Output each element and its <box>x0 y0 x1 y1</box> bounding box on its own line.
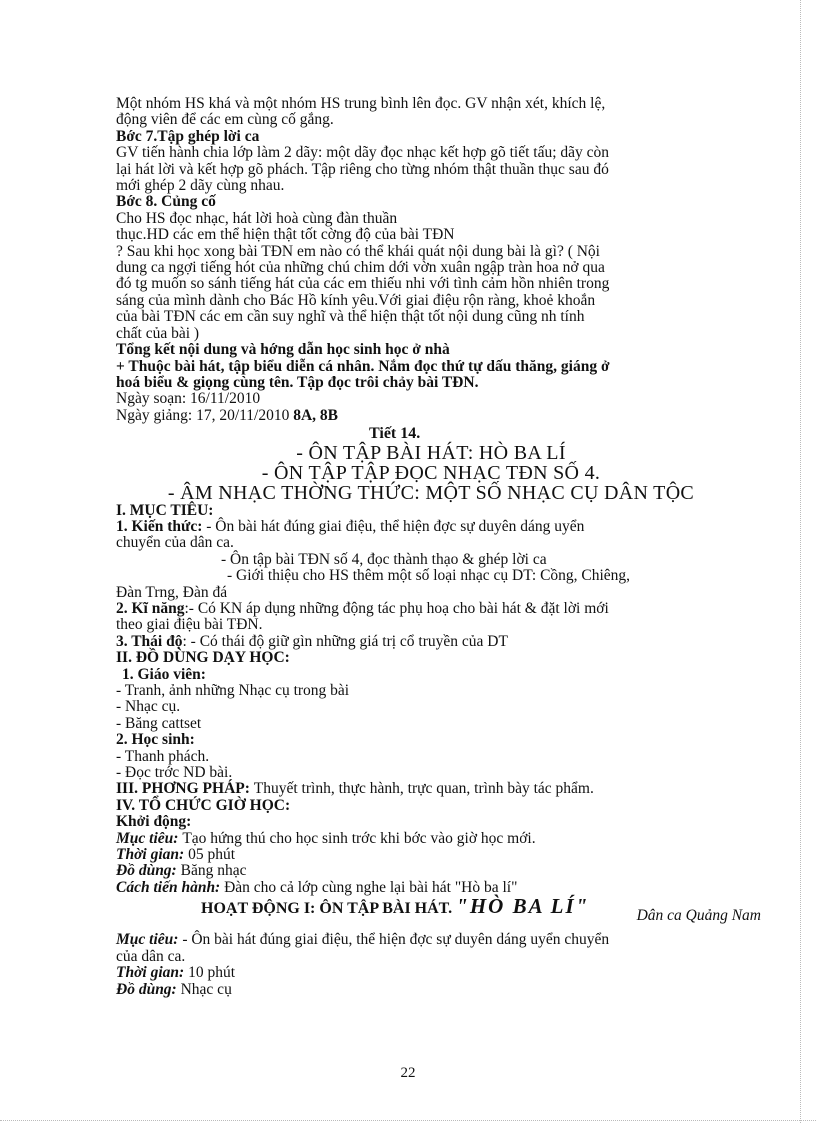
text-line: GV tiến hành chia lớp làm 2 dãy: một dãy đọc nhạc kết hợp gõ tiết tấu; dãy còn <box>116 144 610 162</box>
text-line: Đàn cho cả lớp cùng nghe lại bài hát "Hò ba lí" <box>224 878 518 896</box>
song-origin: Dân ca Quảng Nam <box>636 907 761 925</box>
lesson-title-2: - ÔN TẬP TẬP ĐỌC NHẠC TĐN SỐ 4. <box>261 461 601 484</box>
skill-label: 2. Kĩ năng <box>116 599 185 617</box>
attitude-label: 3. Thái độ <box>116 632 183 650</box>
bottom-margin-guide <box>0 1120 816 1121</box>
song-title: "HÒ BA LÍ" <box>456 894 590 919</box>
section-heading: IV. TỔ CHỨC GIỜ HỌC: <box>116 796 291 814</box>
text-line: lại hát lời và kết hợp gõ phách. Tập riêng cho từng nhóm thật thuần thục sau đó <box>116 160 609 178</box>
materials-label: Đồ dùng: <box>116 980 181 998</box>
section-heading: II. ĐỒ DÙNG DẠY HỌC: <box>116 649 290 667</box>
list-item: - Đọc trớc ND bài. <box>116 764 233 782</box>
text-line: Cho HS đọc nhạc, hát lời hoà cùng đàn thuần <box>116 209 398 227</box>
time-label: Thời gian: <box>116 964 189 982</box>
step-heading: Bớc 8. Củng cố <box>116 193 216 211</box>
procedure-label: Cách tiến hành: <box>116 878 225 896</box>
text-line: động viên để các em cùng cố gắng. <box>116 111 334 129</box>
knowledge-label: 1. Kiến thức: <box>116 517 207 535</box>
right-margin-guide <box>800 0 801 1123</box>
text-line: - Ôn tập bài TĐN số 4, đọc thành thạo & ghép lời ca <box>221 550 547 568</box>
document-body <box>116 95 761 998</box>
text-line: mới ghép 2 dãy cùng nhau. <box>116 177 285 195</box>
homework-line: hoá biểu & giọng cùng tên. Tập đọc trôi chảy bài TĐN. <box>116 373 479 391</box>
sub-heading: 2. Học sinh: <box>116 731 195 749</box>
text-line: - Ôn bài hát đúng giai điệu, thể hiện đợc sự duyên dáng uyển chuyển <box>182 931 610 949</box>
time-label: Thời gian: <box>116 846 189 864</box>
text-line: của bài TĐN các em cần suy nghĩ và thể hiện thật tốt nội dung cũng nh tính <box>116 308 585 326</box>
text-line: - Ôn bài hát đúng giai điệu, thể hiện đợc sự duyên dáng uyển <box>206 517 585 535</box>
goal-label: Mục tiêu: <box>116 829 183 847</box>
text-line: chuyển của dân ca. <box>116 534 234 552</box>
prep-date: Ngày soạn: 16/11/2010 <box>116 390 261 408</box>
text-line: : - Có thái độ giữ gìn những giá trị cổ truyền của DT <box>182 632 508 650</box>
text-line: Tạo hứng thú cho học sinh trớc khi bớc vào giờ học mới. <box>182 829 536 847</box>
text-line: sáng của mình dành cho Bác Hồ kính yêu.Với giai điệu rộn ràng, khoẻ khoắn <box>116 291 596 309</box>
sub-heading: 1. Giáo viên: <box>122 665 206 683</box>
lesson-number: Tiết 14. <box>369 425 421 443</box>
text-line: Thuyết trình, thực hành, trực quan, trình bày tác phẩm. <box>253 780 594 798</box>
class-names: 8A, 8B <box>293 406 339 424</box>
lesson-title-1: - ÔN TẬP BÀI HÁT: HÒ BA LÍ <box>296 441 566 464</box>
text-line: - Giới thiệu cho HS thêm một số loại nhạc cụ DT: Cồng, Chiêng, <box>227 567 631 585</box>
teach-date-label: Ngày giảng: 17, 20/11/2010 <box>116 406 294 424</box>
list-item: - Thanh phách. <box>116 747 210 765</box>
lesson-title-3: - ÂM NHẠC THỜNG THỨC: MỘT SỐ NHẠC CỤ DÂN TỘC <box>167 481 695 504</box>
text-line: Đàn Trng, Đàn đá <box>116 583 228 601</box>
text-line: dung ca ngợi tiếng hót của những chú chim dới vờn xuân ngập tràn hoa nở qua <box>116 259 605 277</box>
summary-heading: Tổng kết nội dung và hớng dẫn học sinh học ở nhà <box>116 341 450 359</box>
text-line: ? Sau khi học xong bài TĐN em nào có thể khái quát nội dung bài là gì? ( Nội <box>116 242 600 260</box>
text-line: thục.HD các em thể hiện thật tốt cờng độ của bài TĐN <box>116 226 455 244</box>
list-item: - Nhạc cụ. <box>116 698 181 716</box>
text-line: Một nhóm HS khá và một nhóm HS trung bình lên đọc. GV nhận xét, khích lệ, <box>116 95 606 112</box>
goal-label: Mục tiêu: <box>116 931 183 949</box>
activity-heading <box>116 894 761 932</box>
text-line: 10 phút <box>188 964 235 982</box>
step-heading: Bớc 7.Tập ghép lời ca <box>116 127 260 145</box>
text-line: Nhạc cụ <box>180 980 232 998</box>
text-line: 05 phút <box>188 846 235 864</box>
list-item: - Tranh, ảnh những Nhạc cụ trong bài <box>116 682 350 699</box>
teach-date <box>116 408 746 424</box>
text-line: chất của bài ) <box>116 324 200 342</box>
activity-title: HOẠT ĐỘNG I: ÔN TẬP BÀI HÁT. <box>201 900 457 918</box>
sub-heading: Khởi động: <box>116 813 192 831</box>
text-line: đó tg muốn so sánh tiếng hát của các em thiếu nhi với tình cảm hồn nhiên trong <box>116 275 610 293</box>
materials-label: Đồ dùng: <box>116 862 181 880</box>
text-line: của dân ca. <box>116 947 186 965</box>
section-heading: I. MỤC TIÊU: <box>116 501 214 519</box>
homework-line: + Thuộc bài hát, tập biểu diễn cá nhân. Nắm đọc thứ tự dấu thăng, giáng ở <box>116 357 610 375</box>
text-line: Băng nhạc <box>180 862 247 880</box>
list-item: - Băng cattset <box>116 714 202 732</box>
text-line: theo giai điệu bài TĐN. <box>116 616 263 634</box>
method-label: III. PHƠNG PHÁP: <box>116 780 254 798</box>
page-number: 22 <box>400 1065 416 1081</box>
text-line: :- Có KN áp dụng những động tác phụ hoạ cho bài hát & đặt lời mới <box>184 599 609 617</box>
